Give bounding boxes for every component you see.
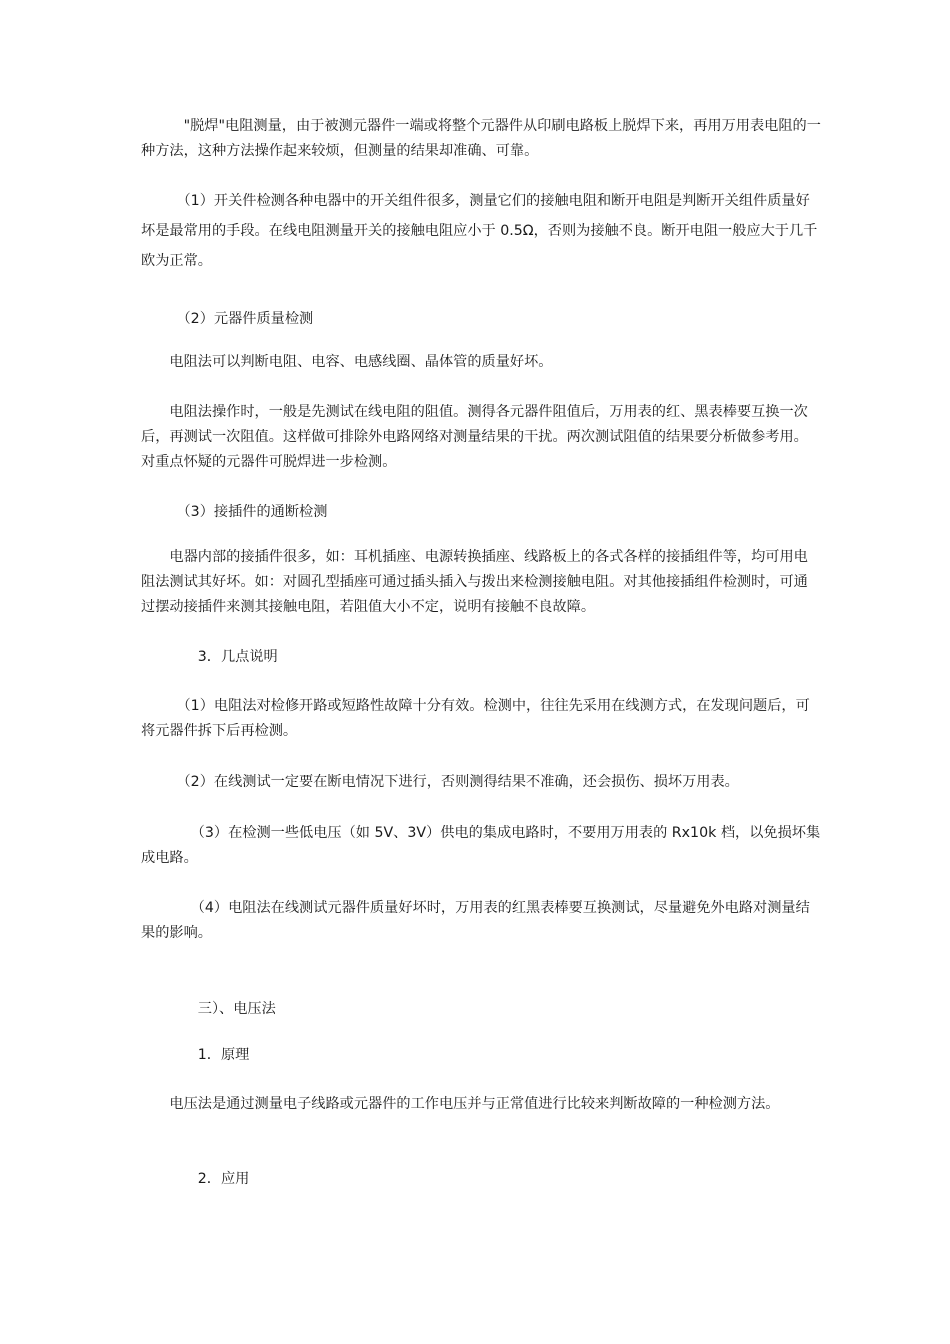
indent: [141, 1171, 198, 1187]
paragraph-desolder-measure: [141, 114, 821, 164]
indent: [141, 193, 184, 209]
indent: [141, 1096, 169, 1112]
heading-application: [141, 1167, 821, 1192]
indent: [141, 698, 184, 714]
paragraph-note-3: [141, 821, 821, 871]
paragraph-text: 三）、电压法: [197, 1001, 276, 1017]
indent: [141, 900, 198, 916]
heading-component-quality: [141, 307, 821, 332]
heading-principle: [141, 1043, 821, 1068]
indent: [141, 1047, 198, 1063]
indent: [141, 118, 184, 134]
indent: [141, 311, 184, 327]
paragraph-note-1: [141, 694, 821, 744]
paragraph-operation: [141, 400, 821, 475]
indent: [141, 649, 198, 665]
paragraph-text: （1）开关件检测各种电器中的开关组件很多，测量它们的接触电阻和断开电阻是判断开关组件质量好坏是最常用的手段。在线电阻测量开关的接触电阻应小于 0.5Ω，否则为接触不良。断开电阻一般应大于几千欧为正常。: [141, 193, 818, 269]
indent: [141, 825, 198, 841]
paragraph-switch-check: [141, 186, 821, 276]
indent: [141, 549, 169, 565]
paragraph-text: 3．几点说明: [197, 649, 278, 665]
indent: [141, 404, 169, 420]
paragraph-text: 电器内部的接插件很多，如：耳机插座、电源转换插座、线路板上的各式各样的接插组件等，均可用电阻法测试其好坏。如：对圆孔型插座可通过插头插入与拨出来检测接触电阻。对其他接插组件检测时，可通过摆动接插件来测其接触电阻，若阻值大小不定，说明有接触不良故障。: [141, 549, 808, 615]
paragraph-voltage-principle: [141, 1092, 821, 1117]
paragraph-text: "脱焊"电阻测量，由于被测元器件一端或将整个元器件从印刷电路板上脱焊下来，再用万用表电阻的一种方法，这种方法操作起来较烦，但测量的结果却准确、可靠。: [141, 118, 821, 159]
paragraph-text: 2．应用: [197, 1171, 250, 1187]
heading-notes: [141, 645, 821, 670]
paragraph-text: 1．原理: [197, 1047, 250, 1063]
paragraph-text: （2）在线测试一定要在断电情况下进行，否则测得结果不准确，还会损伤、损坏万用表。: [183, 774, 739, 790]
paragraph-text: （1）电阻法对检修开路或短路性故障十分有效。检测中，往往先采用在线测方式，在发现问题后，可将元器件拆下后再检测。: [141, 698, 810, 739]
paragraph-text: 电压法是通过测量电子线路或元器件的工作电压并与正常值进行比较来判断故障的一种检测方法。: [169, 1096, 780, 1112]
indent: [141, 354, 169, 370]
paragraph-note-4: [141, 896, 821, 946]
paragraph-text: （3）在检测一些低电压（如 5V、3V）供电的集成电路时，不要用万用表的 Rx10k 档，以免损坏集成电路。: [141, 825, 821, 866]
paragraph-text: 电阻法可以判断电阻、电容、电感线圈、晶体管的质量好坏。: [169, 354, 553, 370]
indent: [141, 504, 184, 520]
paragraph-text: （4）电阻法在线测试元器件质量好坏时，万用表的红黑表棒要互换测试，尽量避免外电路对测量结果的影响。: [141, 900, 810, 941]
paragraph-text: （2）元器件质量检测: [183, 311, 314, 327]
paragraph-note-2: [141, 770, 821, 795]
paragraph-text: （3）接插件的通断检测: [183, 504, 328, 520]
paragraph-text: 电阻法操作时，一般是先测试在线电阻的阻值。测得各元器件阻值后，万用表的红、黑表棒要互换一次后，再测试一次阻值。这样做可排除外电路网络对测量结果的干扰。两次测试阻值的结果要分析做参考用。对重点怀疑的元器件可脱焊进一步检测。: [141, 404, 808, 470]
paragraph-resistance-method: [141, 350, 821, 375]
paragraph-connectors: [141, 545, 821, 620]
heading-connector-check: [141, 500, 821, 525]
heading-voltage-method: [141, 997, 821, 1022]
indent: [141, 1001, 198, 1017]
indent: [141, 774, 184, 790]
